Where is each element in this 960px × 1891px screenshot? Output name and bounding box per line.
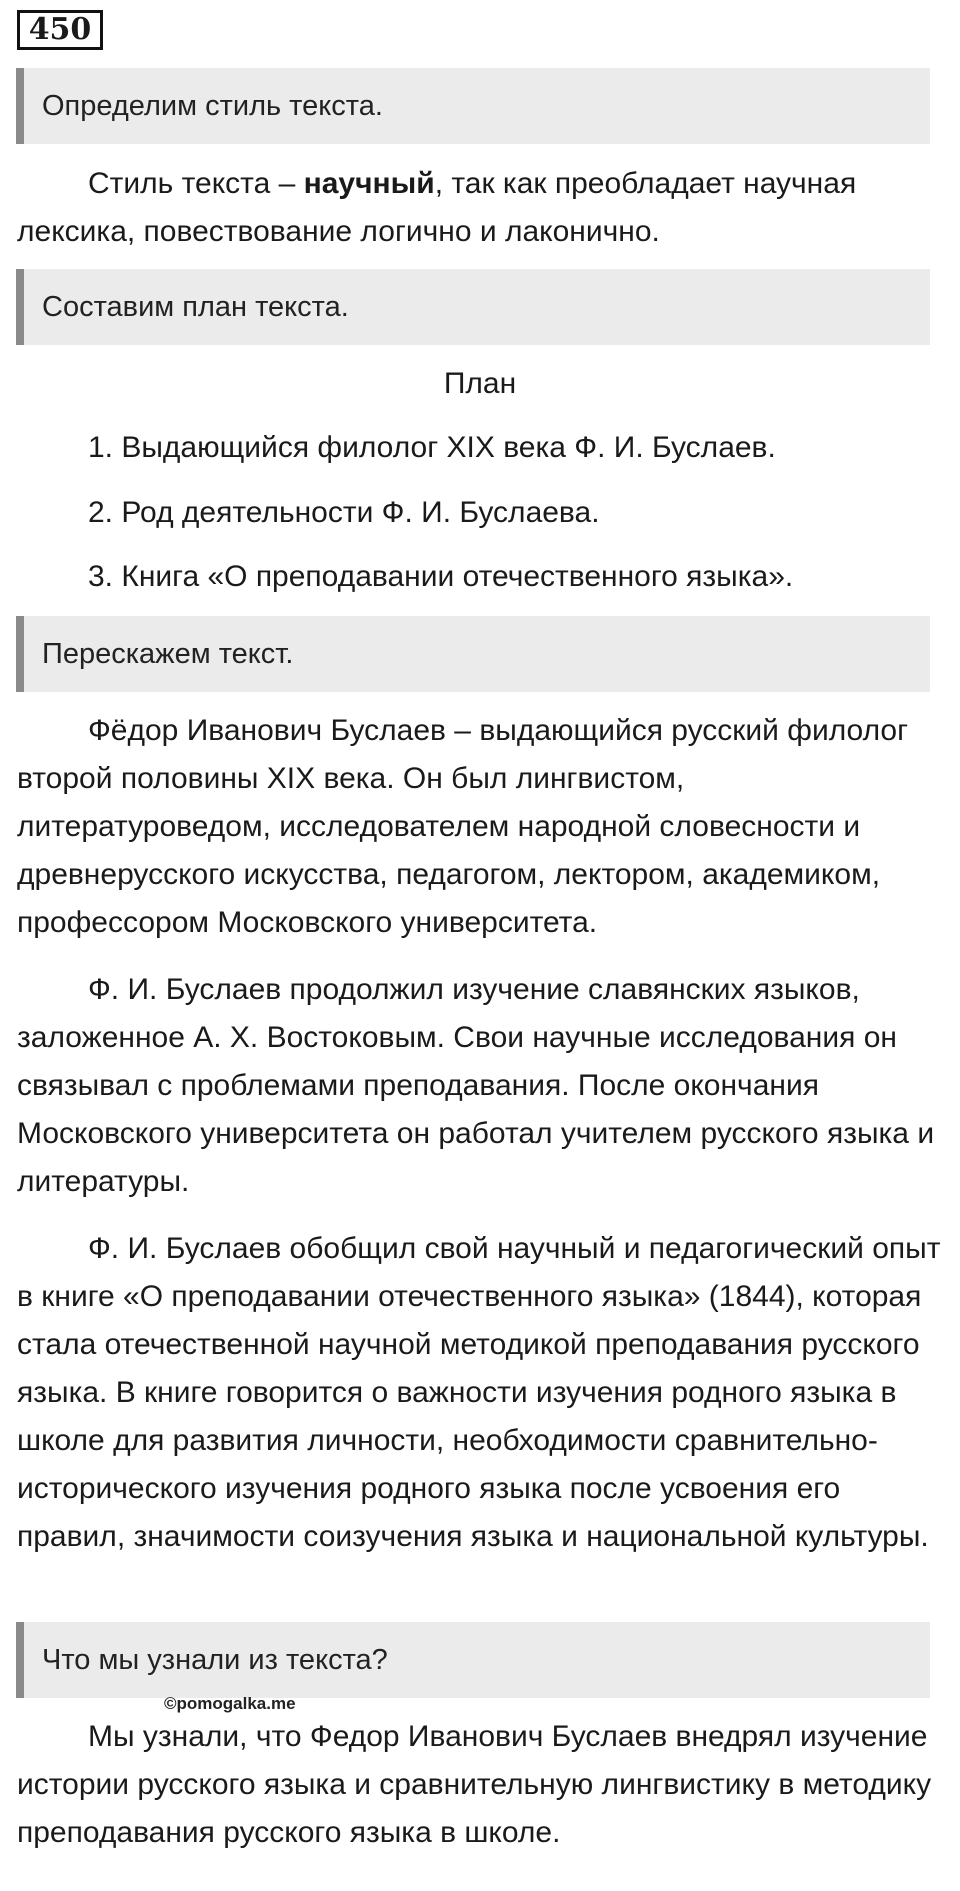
section-heading-plan: Составим план текста.: [16, 269, 930, 345]
watermark-text: ©pomogalka.me: [164, 1694, 296, 1713]
style-text-before: Стиль текста –: [88, 167, 304, 200]
plan-title: План: [443, 367, 517, 400]
section-heading-learned: Что мы узнали из текста?: [16, 1622, 930, 1698]
task-number: 450: [17, 10, 103, 50]
style-text-after: , так как преобладает научная лексика, повествование логично и лаконично.: [17, 167, 857, 248]
section-heading-style: Определим стиль текста.: [16, 68, 930, 144]
style-paragraph: [17, 160, 945, 256]
retell-paragraph: Фёдор Иванович Буслаев – выдающийся русский филолог второй половины XIX века. Он был лингвистом, литературоведом, исследователем народной словесности и древнерусского искусства, педагогом, лектором, академиком, профессором Московского университета.: [17, 714, 909, 939]
retell-paragraph: Ф. И. Буслаев продолжил изучение славянских языков, заложенное А. Х. Востоковым. Свои научные исследования он связывал с проблемами преподавания. После окончания Московского университета он работал учителем русского языка и литературы.: [17, 973, 935, 1198]
plan-item: 3. Книга «О преподавании отечественного языка».: [88, 560, 794, 593]
style-text-bold: научный: [303, 167, 435, 200]
plan-item: 2. Род деятельности Ф. И. Буслаева.: [88, 496, 600, 529]
learned-paragraph: Мы узнали, что Федор Иванович Буслаев внедрял изучение истории русского языка и сравнительную лингвистику в методику преподавания русского языка в школе.: [17, 1720, 932, 1849]
plan-item: 1. Выдающийся филолог XIX века Ф. И. Буслаев.: [88, 431, 776, 464]
section-heading-retell: Перескажем текст.: [16, 616, 930, 692]
retell-paragraph: Ф. И. Буслаев обобщил свой научный и педагогический опыт в книге «О преподавании отечественного языка» (1844), которая стала отечественной научной методикой преподавания русского языка. В книге говорится о важности изучения родного языка в школе для развития личности, необходимости сравнительно-исторического изучения родного языка после усвоения его правил, значимости соизучения языка и национальной культуры.: [17, 1232, 941, 1553]
